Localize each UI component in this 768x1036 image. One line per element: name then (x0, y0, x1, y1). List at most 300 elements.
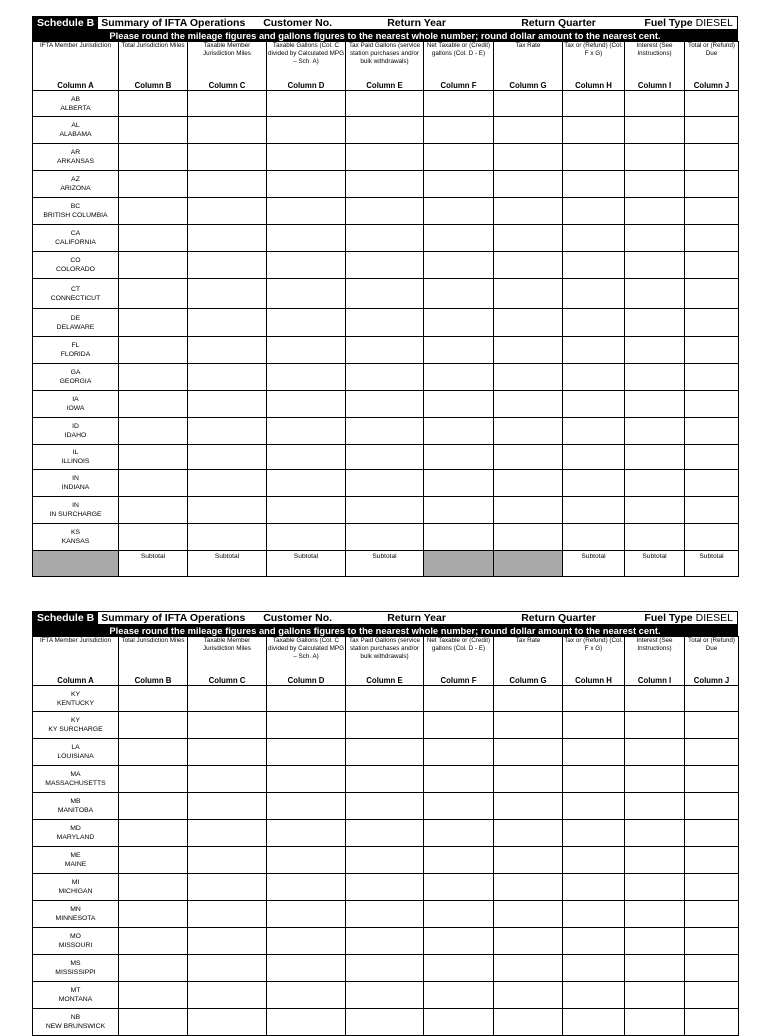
column-j-entry-field[interactable] (685, 309, 739, 337)
column-c-subtotal-field[interactable]: Subtotal (188, 551, 267, 577)
jurisdiction-cell (33, 309, 119, 337)
column-b-entry-field[interactable] (119, 793, 188, 820)
column-b-entry-field[interactable] (119, 686, 188, 712)
column-b-entry-field[interactable] (119, 847, 188, 874)
column-b-subtotal-field[interactable]: Subtotal (119, 551, 188, 577)
column-g-entry-field[interactable] (494, 445, 563, 470)
column-e-entry-field[interactable] (346, 524, 424, 551)
return-year-label: Return Year (387, 17, 446, 29)
column-b-entry-field[interactable] (119, 739, 188, 766)
column-i-entry-field[interactable] (625, 874, 685, 901)
column-d-entry-field[interactable] (267, 901, 346, 928)
column-c-entry-field[interactable] (188, 982, 267, 1009)
column-e-entry-field[interactable] (346, 901, 424, 928)
column-c-entry-field[interactable] (188, 1009, 267, 1036)
shaded-cell (494, 551, 563, 577)
column-h-subtotal-field[interactable]: Subtotal (563, 551, 625, 577)
column-h-entry-field[interactable] (563, 418, 625, 445)
column-i-entry-field[interactable] (625, 928, 685, 955)
column-h-entry-field[interactable] (563, 225, 625, 252)
column-c-entry-field[interactable] (188, 874, 267, 901)
column-i-entry-field[interactable] (625, 766, 685, 793)
column-j-entry-field[interactable] (685, 901, 739, 928)
column-i-entry-field[interactable] (625, 793, 685, 820)
column-i-entry-field[interactable] (625, 470, 685, 497)
column-i-entry-field[interactable] (625, 117, 685, 144)
column-e-entry-field[interactable] (346, 309, 424, 337)
column-label-row (33, 673, 739, 686)
column-g-entry-field[interactable] (494, 793, 563, 820)
column-j-entry-field[interactable] (685, 470, 739, 497)
column-f-entry-field[interactable] (424, 847, 494, 874)
column-g-entry-field[interactable] (494, 712, 563, 739)
column-c-entry-field[interactable] (188, 91, 267, 117)
jurisdiction-cell (33, 686, 119, 712)
fuel-type-value: DIESEL (695, 17, 733, 29)
column-f-entry-field[interactable] (424, 928, 494, 955)
column-c-entry-field[interactable] (188, 686, 267, 712)
column-f-entry-field[interactable] (424, 252, 494, 279)
column-b-entry-field[interactable] (119, 982, 188, 1009)
column-d-entry-field[interactable] (267, 144, 346, 171)
column-f-entry-field[interactable] (424, 470, 494, 497)
jurisdiction-code: AZ (71, 176, 80, 183)
column-i-entry-field[interactable] (625, 309, 685, 337)
column-i-entry-field[interactable] (625, 982, 685, 1009)
jurisdiction-row (33, 391, 739, 418)
column-d-entry-field[interactable] (267, 117, 346, 144)
column-e-entry-field[interactable] (346, 364, 424, 391)
column-h-entry-field[interactable] (563, 793, 625, 820)
column-i-entry-field[interactable] (625, 497, 685, 524)
column-g-entry-field[interactable] (494, 497, 563, 524)
column-j-entry-field[interactable] (685, 364, 739, 391)
column-j-entry-field[interactable] (685, 252, 739, 279)
column-g-entry-field[interactable] (494, 337, 563, 364)
column-h-entry-field[interactable] (563, 982, 625, 1009)
column-g-entry-field[interactable] (494, 847, 563, 874)
column-j-entry-field[interactable] (685, 198, 739, 225)
column-b-entry-field[interactable] (119, 524, 188, 551)
column-b-entry-field[interactable] (119, 928, 188, 955)
column-e-entry-field[interactable] (346, 198, 424, 225)
column-i-entry-field[interactable] (625, 524, 685, 551)
column-h-entry-field[interactable] (563, 117, 625, 144)
column-h-entry-field[interactable] (563, 144, 625, 171)
column-b-entry-field[interactable] (119, 820, 188, 847)
column-d-subtotal-field[interactable]: Subtotal (267, 551, 346, 577)
column-f-entry-field[interactable] (424, 225, 494, 252)
column-b-entry-field[interactable] (119, 144, 188, 171)
column-g-entry-field[interactable] (494, 928, 563, 955)
column-d-entry-field[interactable] (267, 337, 346, 364)
column-i-entry-field[interactable] (625, 391, 685, 418)
column-b-entry-field[interactable] (119, 766, 188, 793)
column-d-entry-field[interactable] (267, 793, 346, 820)
column-b-entry-field[interactable] (119, 445, 188, 470)
column-d-entry-field[interactable] (267, 279, 346, 309)
column-b-entry-field[interactable] (119, 391, 188, 418)
column-d-entry-field[interactable] (267, 309, 346, 337)
column-d-entry-field[interactable] (267, 928, 346, 955)
column-c-entry-field[interactable] (188, 955, 267, 982)
column-d-entry-field[interactable] (267, 766, 346, 793)
column-b-entry-field[interactable] (119, 91, 188, 117)
column-h-entry-field[interactable] (563, 820, 625, 847)
column-i-subtotal-field[interactable]: Subtotal (625, 551, 685, 577)
column-c-entry-field[interactable] (188, 418, 267, 445)
column-i-entry-field[interactable] (625, 712, 685, 739)
column-i-entry-field[interactable] (625, 1009, 685, 1036)
column-i-entry-field[interactable] (625, 820, 685, 847)
column-b-entry-field[interactable] (119, 712, 188, 739)
column-h-entry-field[interactable] (563, 91, 625, 117)
column-e-entry-field[interactable] (346, 391, 424, 418)
column-h-entry-field[interactable] (563, 309, 625, 337)
column-e-entry-field[interactable] (346, 91, 424, 117)
column-e-entry-field[interactable] (346, 820, 424, 847)
jurisdiction-row (33, 739, 739, 766)
column-e-entry-field[interactable] (346, 470, 424, 497)
column-j-entry-field[interactable] (685, 874, 739, 901)
column-c-entry-field[interactable] (188, 470, 267, 497)
column-c-entry-field[interactable] (188, 225, 267, 252)
column-d-entry-field[interactable] (267, 497, 346, 524)
column-i-entry-field[interactable] (625, 847, 685, 874)
column-d-entry-field[interactable] (267, 225, 346, 252)
column-f-entry-field[interactable] (424, 391, 494, 418)
column-j-subtotal-field[interactable]: Subtotal (685, 551, 739, 577)
column-d-entry-field[interactable] (267, 171, 346, 198)
column-f-entry-field[interactable] (424, 117, 494, 144)
column-d-entry-field[interactable] (267, 847, 346, 874)
column-i-entry-field[interactable] (625, 445, 685, 470)
column-h-entry-field[interactable] (563, 524, 625, 551)
column-i-entry-field[interactable] (625, 171, 685, 198)
column-f-entry-field[interactable] (424, 955, 494, 982)
column-j-entry-field[interactable] (685, 793, 739, 820)
column-j-entry-field[interactable] (685, 928, 739, 955)
column-g-entry-field[interactable] (494, 524, 563, 551)
column-j-entry-field[interactable] (685, 391, 739, 418)
column-j-entry-field[interactable] (685, 91, 739, 117)
column-c-entry-field[interactable] (188, 928, 267, 955)
column-c-entry-field[interactable] (188, 445, 267, 470)
column-e-entry-field[interactable] (346, 497, 424, 524)
column-h-entry-field[interactable] (563, 445, 625, 470)
column-c-entry-field[interactable] (188, 847, 267, 874)
column-i-entry-field[interactable] (625, 686, 685, 712)
column-e-entry-field[interactable] (346, 847, 424, 874)
column-i-entry-field[interactable] (625, 337, 685, 364)
column-c-entry-field[interactable] (188, 391, 267, 418)
form-header (32, 611, 738, 625)
column-f-entry-field[interactable] (424, 279, 494, 309)
column-f-entry-field[interactable] (424, 337, 494, 364)
column-h-entry-field[interactable] (563, 391, 625, 418)
column-j-entry-field[interactable] (685, 279, 739, 309)
column-j-entry-field[interactable] (685, 117, 739, 144)
column-d-entry-field[interactable] (267, 470, 346, 497)
column-f-entry-field[interactable] (424, 874, 494, 901)
column-g-entry-field[interactable] (494, 955, 563, 982)
column-j-entry-field[interactable] (685, 982, 739, 1009)
column-h-entry-field[interactable] (563, 497, 625, 524)
column-h-entry-field[interactable] (563, 279, 625, 309)
column-h-entry-field[interactable] (563, 1009, 625, 1036)
column-i-entry-field[interactable] (625, 144, 685, 171)
column-h-entry-field[interactable] (563, 874, 625, 901)
column-e-entry-field[interactable] (346, 279, 424, 309)
column-c-entry-field[interactable] (188, 524, 267, 551)
column-g-description: Tax Rate (494, 637, 563, 674)
column-j-entry-field[interactable] (685, 225, 739, 252)
column-d-entry-field[interactable] (267, 712, 346, 739)
column-f-entry-field[interactable] (424, 793, 494, 820)
column-b-entry-field[interactable] (119, 279, 188, 309)
column-d-entry-field[interactable] (267, 739, 346, 766)
column-g-entry-field[interactable] (494, 279, 563, 309)
column-h-entry-field[interactable] (563, 847, 625, 874)
column-b-entry-field[interactable] (119, 364, 188, 391)
schedule-b-form-1 (32, 16, 738, 577)
column-g-entry-field[interactable] (494, 364, 563, 391)
column-g-entry-field[interactable] (494, 171, 563, 198)
column-e-entry-field[interactable] (346, 117, 424, 144)
column-c-entry-field[interactable] (188, 144, 267, 171)
column-i-entry-field[interactable] (625, 279, 685, 309)
column-i-entry-field[interactable] (625, 252, 685, 279)
column-b-entry-field[interactable] (119, 418, 188, 445)
column-b-entry-field[interactable] (119, 901, 188, 928)
column-d-entry-field[interactable] (267, 524, 346, 551)
column-h-entry-field[interactable] (563, 928, 625, 955)
column-g-entry-field[interactable] (494, 470, 563, 497)
column-e-entry-field[interactable] (346, 225, 424, 252)
column-h-entry-field[interactable] (563, 252, 625, 279)
column-e-entry-field[interactable] (346, 171, 424, 198)
column-b-entry-field[interactable] (119, 1009, 188, 1036)
column-c-description: Taxable Member Jurisdiction Miles (188, 637, 267, 674)
column-b-entry-field[interactable] (119, 470, 188, 497)
jurisdiction-cell (33, 497, 119, 524)
column-j-entry-field[interactable] (685, 820, 739, 847)
column-j-entry-field[interactable] (685, 497, 739, 524)
column-g-entry-field[interactable] (494, 739, 563, 766)
column-e-entry-field[interactable] (346, 418, 424, 445)
column-j-entry-field[interactable] (685, 712, 739, 739)
column-f-entry-field[interactable] (424, 982, 494, 1009)
column-j-entry-field[interactable] (685, 171, 739, 198)
column-j-entry-field[interactable] (685, 445, 739, 470)
column-g-entry-field[interactable] (494, 686, 563, 712)
column-g-entry-field[interactable] (494, 874, 563, 901)
column-g-entry-field[interactable] (494, 820, 563, 847)
column-e-entry-field[interactable] (346, 928, 424, 955)
column-g-entry-field[interactable] (494, 391, 563, 418)
jurisdiction-row (33, 524, 739, 551)
column-e-entry-field[interactable] (346, 1009, 424, 1036)
column-d-entry-field[interactable] (267, 252, 346, 279)
column-h-entry-field[interactable] (563, 955, 625, 982)
column-b-entry-field[interactable] (119, 198, 188, 225)
column-e-entry-field[interactable] (346, 982, 424, 1009)
column-e-entry-field[interactable] (346, 766, 424, 793)
column-c-entry-field[interactable] (188, 252, 267, 279)
column-f-entry-field[interactable] (424, 445, 494, 470)
column-g-entry-field[interactable] (494, 225, 563, 252)
column-d-entry-field[interactable] (267, 91, 346, 117)
column-b-entry-field[interactable] (119, 171, 188, 198)
column-h-entry-field[interactable] (563, 766, 625, 793)
jurisdiction-cell (33, 874, 119, 901)
column-d-entry-field[interactable] (267, 364, 346, 391)
column-b-entry-field[interactable] (119, 225, 188, 252)
column-h-entry-field[interactable] (563, 901, 625, 928)
column-i-entry-field[interactable] (625, 418, 685, 445)
column-c-entry-field[interactable] (188, 171, 267, 198)
column-g-entry-field[interactable] (494, 309, 563, 337)
column-h-entry-field[interactable] (563, 198, 625, 225)
column-g-entry-field[interactable] (494, 1009, 563, 1036)
column-f-entry-field[interactable] (424, 686, 494, 712)
column-e-entry-field[interactable] (346, 955, 424, 982)
column-j-entry-field[interactable] (685, 524, 739, 551)
column-i-entry-field[interactable] (625, 198, 685, 225)
column-j-entry-field[interactable] (685, 144, 739, 171)
column-f-entry-field[interactable] (424, 712, 494, 739)
column-g-entry-field[interactable] (494, 252, 563, 279)
column-d-entry-field[interactable] (267, 1009, 346, 1036)
column-e-entry-field[interactable] (346, 712, 424, 739)
column-b-entry-field[interactable] (119, 955, 188, 982)
column-f-entry-field[interactable] (424, 524, 494, 551)
column-c-entry-field[interactable] (188, 901, 267, 928)
jurisdiction-table (32, 41, 739, 577)
column-j-entry-field[interactable] (685, 337, 739, 364)
column-f-entry-field[interactable] (424, 1009, 494, 1036)
column-g-entry-field[interactable] (494, 144, 563, 171)
column-b-entry-field[interactable] (119, 337, 188, 364)
column-i-entry-field[interactable] (625, 91, 685, 117)
column-i-entry-field[interactable] (625, 225, 685, 252)
column-j-label: Column J (685, 78, 739, 91)
column-h-entry-field[interactable] (563, 337, 625, 364)
column-f-entry-field[interactable] (424, 497, 494, 524)
column-j-entry-field[interactable] (685, 739, 739, 766)
column-c-entry-field[interactable] (188, 117, 267, 144)
column-c-entry-field[interactable] (188, 309, 267, 337)
column-d-entry-field[interactable] (267, 391, 346, 418)
column-i-entry-field[interactable] (625, 739, 685, 766)
jurisdiction-row (33, 686, 739, 712)
column-d-entry-field[interactable] (267, 686, 346, 712)
column-f-entry-field[interactable] (424, 766, 494, 793)
column-c-entry-field[interactable] (188, 793, 267, 820)
column-e-entry-field[interactable] (346, 337, 424, 364)
column-d-entry-field[interactable] (267, 418, 346, 445)
column-f-entry-field[interactable] (424, 820, 494, 847)
column-f-entry-field[interactable] (424, 364, 494, 391)
column-g-entry-field[interactable] (494, 766, 563, 793)
column-h-entry-field[interactable] (563, 171, 625, 198)
column-f-entry-field[interactable] (424, 198, 494, 225)
column-d-entry-field[interactable] (267, 955, 346, 982)
column-b-entry-field[interactable] (119, 309, 188, 337)
return-year-label: Return Year (387, 612, 446, 624)
column-b-entry-field[interactable] (119, 117, 188, 144)
column-i-entry-field[interactable] (625, 901, 685, 928)
column-g-entry-field[interactable] (494, 198, 563, 225)
column-e-entry-field[interactable] (346, 144, 424, 171)
column-j-entry-field[interactable] (685, 847, 739, 874)
column-e-entry-field[interactable] (346, 739, 424, 766)
column-b-entry-field[interactable] (119, 874, 188, 901)
column-f-entry-field[interactable] (424, 739, 494, 766)
column-e-entry-field[interactable] (346, 874, 424, 901)
column-e-entry-field[interactable] (346, 793, 424, 820)
column-e-entry-field[interactable] (346, 686, 424, 712)
column-i-entry-field[interactable] (625, 364, 685, 391)
column-f-entry-field[interactable] (424, 171, 494, 198)
column-g-entry-field[interactable] (494, 117, 563, 144)
column-j-entry-field[interactable] (685, 1009, 739, 1036)
column-h-entry-field[interactable] (563, 364, 625, 391)
column-g-entry-field[interactable] (494, 982, 563, 1009)
column-f-entry-field[interactable] (424, 901, 494, 928)
column-d-entry-field[interactable] (267, 198, 346, 225)
column-c-entry-field[interactable] (188, 198, 267, 225)
column-f-entry-field[interactable] (424, 144, 494, 171)
column-j-entry-field[interactable] (685, 766, 739, 793)
column-d-entry-field[interactable] (267, 982, 346, 1009)
column-c-entry-field[interactable] (188, 279, 267, 309)
column-f-entry-field[interactable] (424, 418, 494, 445)
column-c-entry-field[interactable] (188, 364, 267, 391)
column-d-entry-field[interactable] (267, 874, 346, 901)
jurisdiction-row (33, 1009, 739, 1036)
column-c-entry-field[interactable] (188, 497, 267, 524)
column-c-entry-field[interactable] (188, 712, 267, 739)
column-c-entry-field[interactable] (188, 739, 267, 766)
column-description-row (33, 42, 739, 79)
column-e-entry-field[interactable] (346, 445, 424, 470)
column-j-entry-field[interactable] (685, 955, 739, 982)
rounding-instructions: Please round the mileage figures and gallons figures to the nearest whole number; round dollar amount to the nearest cent. (32, 30, 738, 41)
column-h-entry-field[interactable] (563, 686, 625, 712)
column-c-entry-field[interactable] (188, 766, 267, 793)
column-d-entry-field[interactable] (267, 445, 346, 470)
column-g-entry-field[interactable] (494, 418, 563, 445)
column-c-entry-field[interactable] (188, 337, 267, 364)
column-e-subtotal-field[interactable]: Subtotal (346, 551, 424, 577)
column-h-entry-field[interactable] (563, 712, 625, 739)
column-h-entry-field[interactable] (563, 470, 625, 497)
column-d-entry-field[interactable] (267, 820, 346, 847)
column-g-entry-field[interactable] (494, 901, 563, 928)
column-g-entry-field[interactable] (494, 91, 563, 117)
column-e-entry-field[interactable] (346, 252, 424, 279)
column-c-entry-field[interactable] (188, 820, 267, 847)
column-j-entry-field[interactable] (685, 418, 739, 445)
column-b-entry-field[interactable] (119, 497, 188, 524)
column-i-entry-field[interactable] (625, 955, 685, 982)
column-h-entry-field[interactable] (563, 739, 625, 766)
column-f-entry-field[interactable] (424, 309, 494, 337)
column-b-entry-field[interactable] (119, 252, 188, 279)
column-f-entry-field[interactable] (424, 91, 494, 117)
column-j-entry-field[interactable] (685, 686, 739, 712)
